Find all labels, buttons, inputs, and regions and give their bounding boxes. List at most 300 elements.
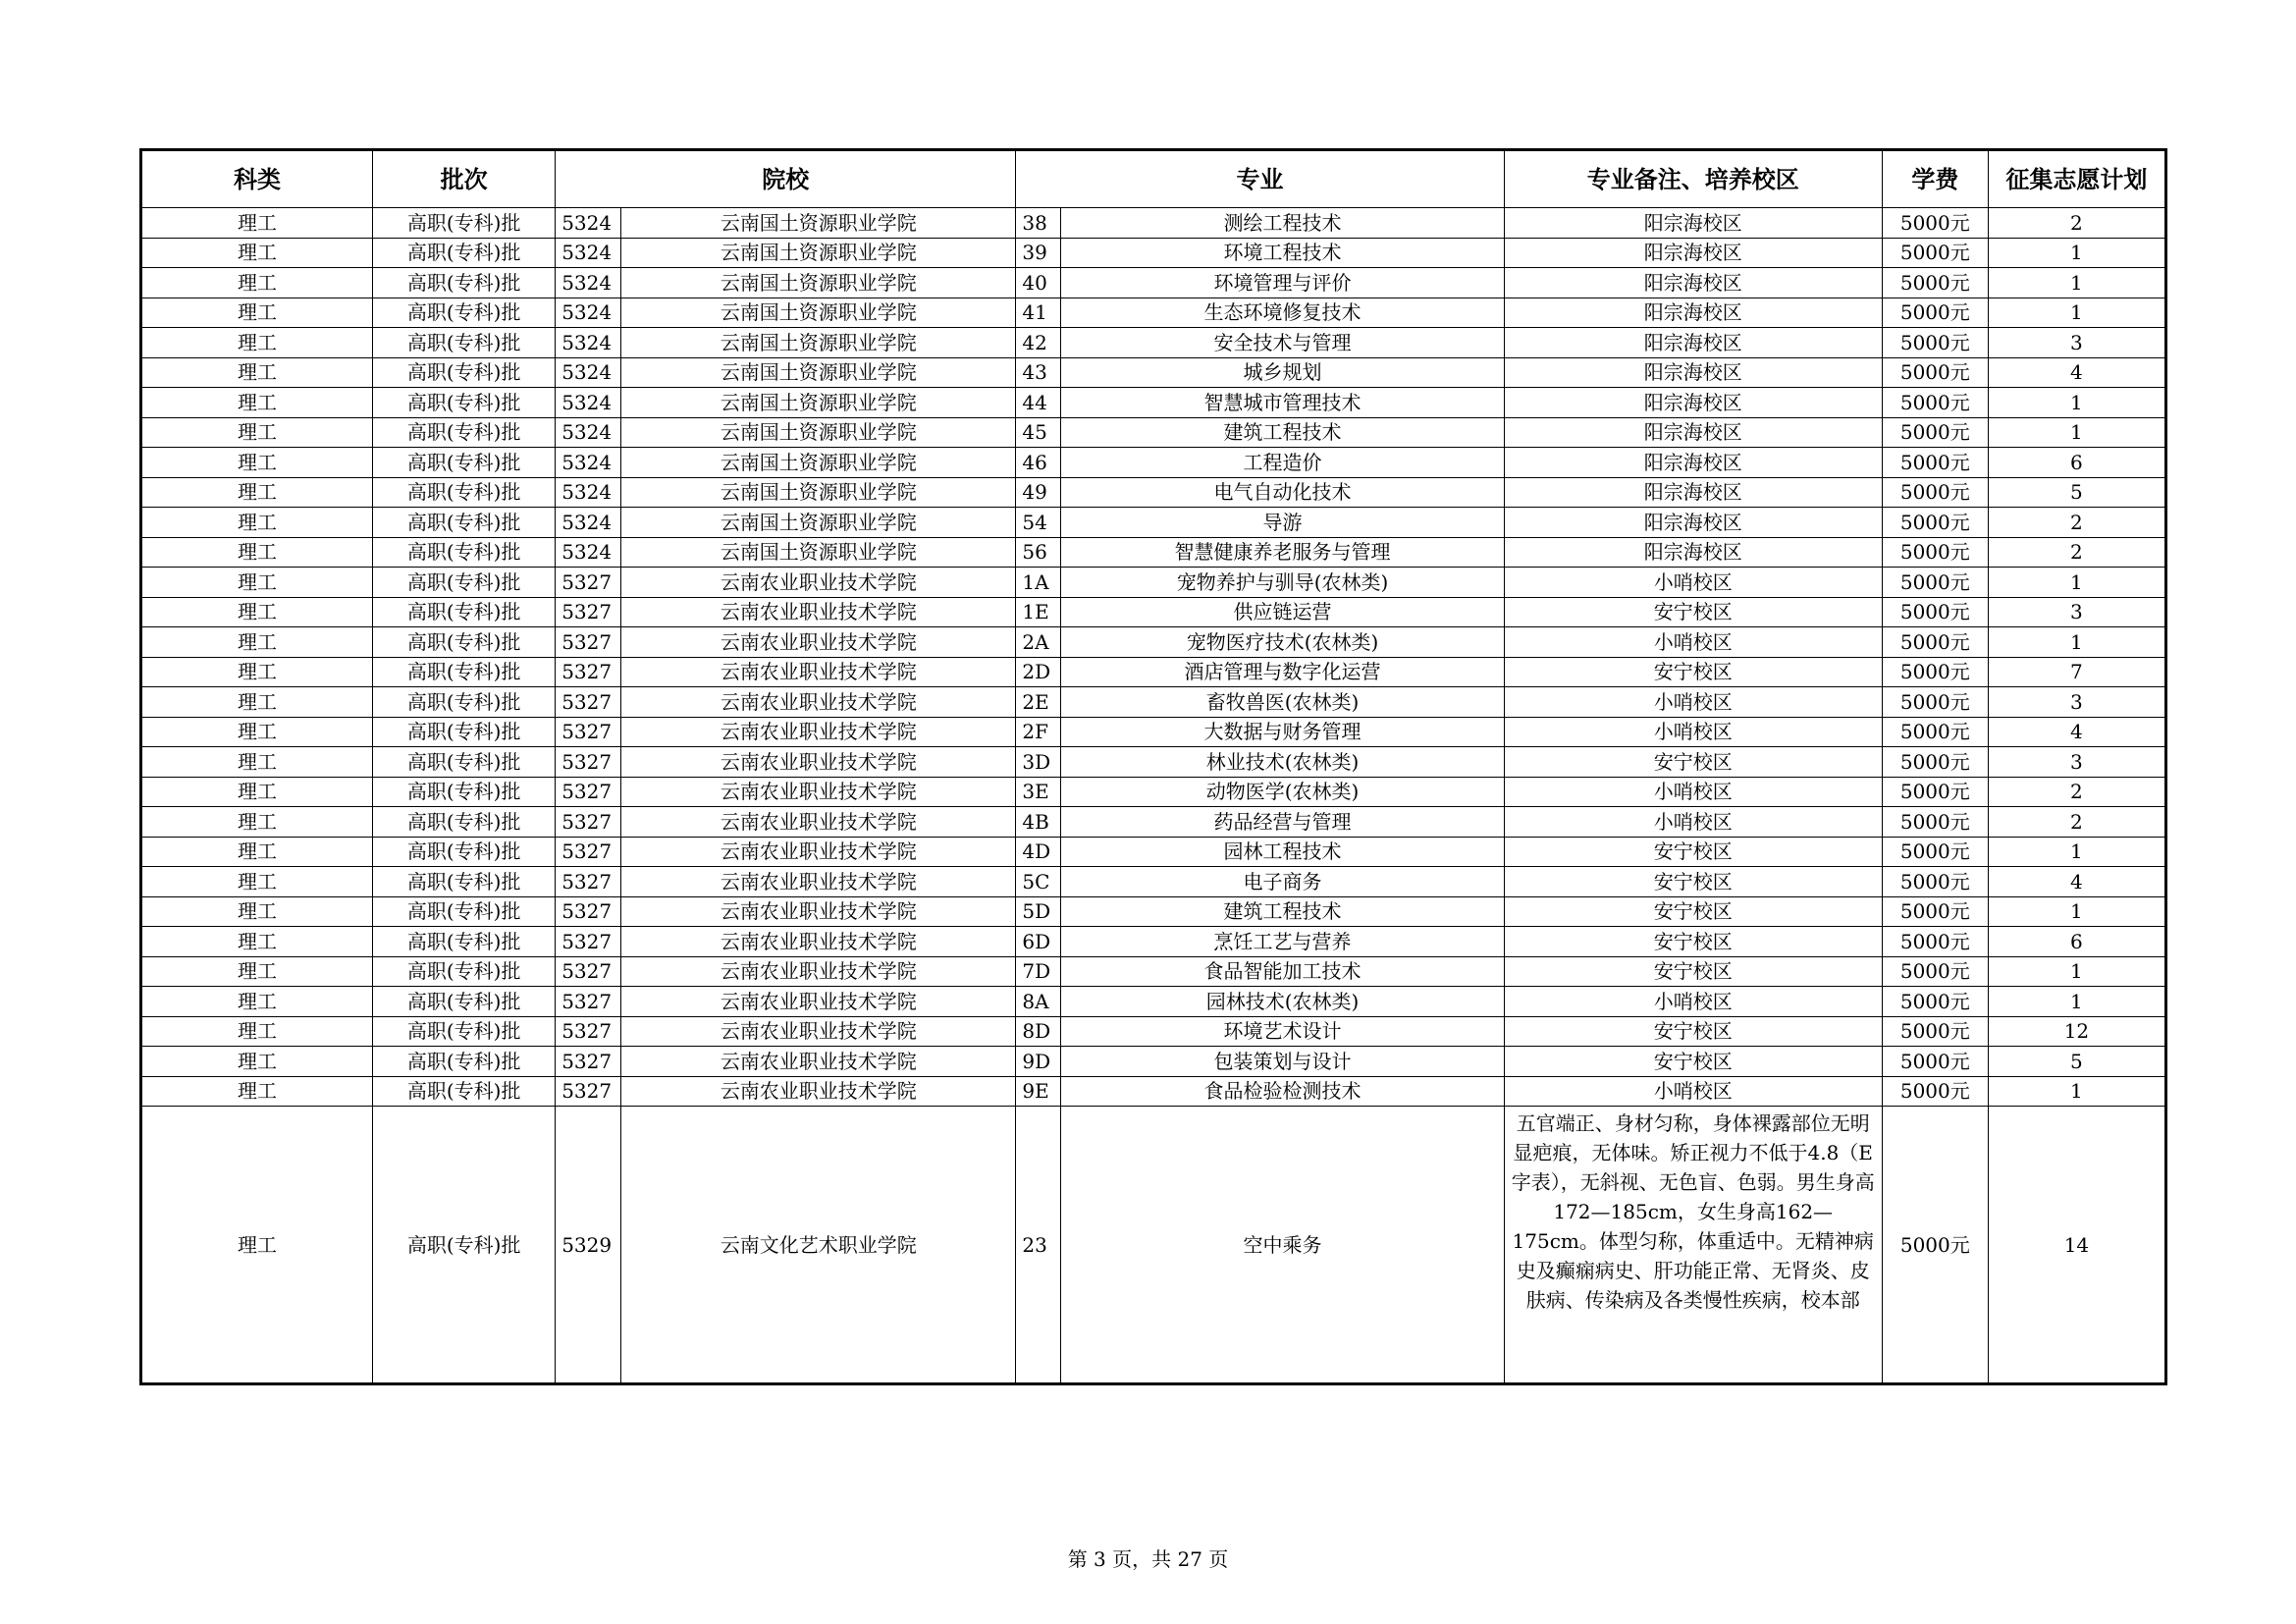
cell-note: 小哨校区 — [1504, 627, 1882, 658]
cell-fee: 5000元 — [1882, 1107, 1988, 1384]
cell-note: 阳宗海校区 — [1504, 448, 1882, 478]
cell-category: 理工 — [141, 987, 373, 1017]
cell-college-name: 云南国土资源职业学院 — [621, 268, 1016, 298]
cell-fee: 5000元 — [1882, 477, 1988, 508]
cell-plan: 1 — [1988, 238, 2165, 268]
cell-batch: 高职(专科)批 — [373, 448, 556, 478]
cell-batch: 高职(专科)批 — [373, 238, 556, 268]
cell-note: 阳宗海校区 — [1504, 298, 1882, 328]
cell-college-code: 5324 — [556, 238, 621, 268]
cell-batch: 高职(专科)批 — [373, 388, 556, 418]
cell-batch: 高职(专科)批 — [373, 1016, 556, 1047]
cell-fee: 5000元 — [1882, 627, 1988, 658]
cell-major-code: 2E — [1016, 687, 1061, 718]
cell-category: 理工 — [141, 537, 373, 568]
cell-category: 理工 — [141, 1076, 373, 1107]
cell-plan: 5 — [1988, 1047, 2165, 1077]
cell-category: 理工 — [141, 448, 373, 478]
cell-college-code: 5327 — [556, 927, 621, 957]
cell-major-name: 智慧城市管理技术 — [1061, 388, 1504, 418]
cell-batch: 高职(专科)批 — [373, 417, 556, 448]
cell-major-code: 9D — [1016, 1047, 1061, 1077]
cell-fee: 5000元 — [1882, 268, 1988, 298]
cell-note: 安宁校区 — [1504, 927, 1882, 957]
cell-college-code: 5327 — [556, 597, 621, 627]
cell-plan: 1 — [1988, 1076, 2165, 1107]
table-row — [141, 777, 2166, 807]
cell-major-name: 电子商务 — [1061, 867, 1504, 897]
cell-college-code: 5324 — [556, 417, 621, 448]
cell-category: 理工 — [141, 597, 373, 627]
cell-plan: 2 — [1988, 807, 2165, 838]
cell-note: 安宁校区 — [1504, 956, 1882, 987]
cell-category: 理工 — [141, 417, 373, 448]
cell-college-name: 云南农业职业技术学院 — [621, 597, 1016, 627]
cell-note: 安宁校区 — [1504, 597, 1882, 627]
cell-category: 理工 — [141, 956, 373, 987]
cell-college-code: 5324 — [556, 268, 621, 298]
cell-category: 理工 — [141, 508, 373, 538]
cell-batch: 高职(专科)批 — [373, 627, 556, 658]
cell-college-name: 云南农业职业技术学院 — [621, 896, 1016, 927]
cell-college-name: 云南国土资源职业学院 — [621, 417, 1016, 448]
cell-category: 理工 — [141, 298, 373, 328]
cell-fee: 5000元 — [1882, 568, 1988, 598]
cell-major-name: 园林技术(农林类) — [1061, 987, 1504, 1017]
header-college: 院校 — [556, 150, 1016, 208]
cell-major-name: 智慧健康养老服务与管理 — [1061, 537, 1504, 568]
cell-college-name: 云南农业职业技术学院 — [621, 568, 1016, 598]
cell-category: 理工 — [141, 388, 373, 418]
cell-plan: 2 — [1988, 537, 2165, 568]
cell-fee: 5000元 — [1882, 956, 1988, 987]
cell-major-code: 5C — [1016, 867, 1061, 897]
cell-major-code: 4D — [1016, 837, 1061, 867]
cell-college-code: 5327 — [556, 1047, 621, 1077]
cell-college-code: 5327 — [556, 896, 621, 927]
cell-plan: 12 — [1988, 1016, 2165, 1047]
cell-category: 理工 — [141, 627, 373, 658]
cell-fee: 5000元 — [1882, 987, 1988, 1017]
cell-plan: 3 — [1988, 687, 2165, 718]
cell-major-name: 酒店管理与数字化运营 — [1061, 657, 1504, 687]
cell-college-name: 云南农业职业技术学院 — [621, 717, 1016, 747]
cell-college-code: 5327 — [556, 657, 621, 687]
cell-major-code: 42 — [1016, 328, 1061, 358]
cell-major-name: 生态环境修复技术 — [1061, 298, 1504, 328]
cell-college-code: 5327 — [556, 1016, 621, 1047]
cell-note: 小哨校区 — [1504, 717, 1882, 747]
table-row — [141, 1076, 2166, 1107]
cell-batch: 高职(专科)批 — [373, 1047, 556, 1077]
header-category: 科类 — [141, 150, 373, 208]
cell-college-name: 云南文化艺术职业学院 — [621, 1107, 1016, 1384]
header-plan: 征集志愿计划 — [1988, 150, 2165, 208]
table-row — [141, 208, 2166, 239]
cell-college-code: 5324 — [556, 537, 621, 568]
cell-batch: 高职(专科)批 — [373, 1107, 556, 1384]
cell-category: 理工 — [141, 568, 373, 598]
cell-category: 理工 — [141, 717, 373, 747]
cell-note: 安宁校区 — [1504, 837, 1882, 867]
cell-college-name: 云南国土资源职业学院 — [621, 448, 1016, 478]
cell-plan: 2 — [1988, 777, 2165, 807]
table-row — [141, 687, 2166, 718]
cell-plan: 6 — [1988, 448, 2165, 478]
cell-note: 小哨校区 — [1504, 1076, 1882, 1107]
cell-college-code: 5324 — [556, 508, 621, 538]
cell-fee: 5000元 — [1882, 448, 1988, 478]
cell-category: 理工 — [141, 208, 373, 239]
cell-major-code: 41 — [1016, 298, 1061, 328]
cell-college-code: 5327 — [556, 777, 621, 807]
cell-note: 阳宗海校区 — [1504, 537, 1882, 568]
cell-category: 理工 — [141, 807, 373, 838]
cell-major-name: 烹饪工艺与营养 — [1061, 927, 1504, 957]
table-row-long — [141, 1107, 2166, 1384]
cell-major-name: 药品经营与管理 — [1061, 807, 1504, 838]
cell-major-name: 供应链运营 — [1061, 597, 1504, 627]
cell-major-name: 宠物医疗技术(农林类) — [1061, 627, 1504, 658]
cell-fee: 5000元 — [1882, 1016, 1988, 1047]
cell-major-name: 环境管理与评价 — [1061, 268, 1504, 298]
cell-college-code: 5327 — [556, 1076, 621, 1107]
cell-fee: 5000元 — [1882, 896, 1988, 927]
cell-plan: 1 — [1988, 896, 2165, 927]
table-row — [141, 867, 2166, 897]
cell-college-name: 云南国土资源职业学院 — [621, 388, 1016, 418]
cell-major-name: 导游 — [1061, 508, 1504, 538]
cell-category: 理工 — [141, 1047, 373, 1077]
cell-category: 理工 — [141, 1107, 373, 1384]
cell-plan: 1 — [1988, 987, 2165, 1017]
cell-fee: 5000元 — [1882, 357, 1988, 388]
cell-batch: 高职(专科)批 — [373, 568, 556, 598]
cell-fee: 5000元 — [1882, 537, 1988, 568]
cell-college-code: 5327 — [556, 747, 621, 778]
cell-category: 理工 — [141, 357, 373, 388]
cell-major-code: 2D — [1016, 657, 1061, 687]
cell-note: 安宁校区 — [1504, 1016, 1882, 1047]
cell-college-code: 5327 — [556, 568, 621, 598]
cell-category: 理工 — [141, 837, 373, 867]
header-major: 专业 — [1016, 150, 1504, 208]
header-note: 专业备注、培养校区 — [1504, 150, 1882, 208]
cell-category: 理工 — [141, 927, 373, 957]
cell-major-name: 电气自动化技术 — [1061, 477, 1504, 508]
cell-major-code: 9E — [1016, 1076, 1061, 1107]
cell-college-code: 5327 — [556, 807, 621, 838]
cell-category: 理工 — [141, 747, 373, 778]
cell-plan: 1 — [1988, 956, 2165, 987]
cell-batch: 高职(专科)批 — [373, 807, 556, 838]
cell-plan: 4 — [1988, 867, 2165, 897]
cell-fee: 5000元 — [1882, 597, 1988, 627]
cell-plan: 6 — [1988, 927, 2165, 957]
table-row — [141, 388, 2166, 418]
cell-major-name: 畜牧兽医(农林类) — [1061, 687, 1504, 718]
cell-note: 阳宗海校区 — [1504, 388, 1882, 418]
cell-category: 理工 — [141, 867, 373, 897]
cell-category: 理工 — [141, 687, 373, 718]
cell-note: 安宁校区 — [1504, 896, 1882, 927]
cell-major-name: 食品智能加工技术 — [1061, 956, 1504, 987]
table-row — [141, 956, 2166, 987]
table-row — [141, 807, 2166, 838]
table-row — [141, 747, 2166, 778]
table-row — [141, 448, 2166, 478]
cell-college-code: 5324 — [556, 477, 621, 508]
cell-major-name: 建筑工程技术 — [1061, 896, 1504, 927]
cell-plan: 1 — [1988, 568, 2165, 598]
cell-fee: 5000元 — [1882, 208, 1988, 239]
cell-major-name: 测绘工程技术 — [1061, 208, 1504, 239]
cell-college-code: 5324 — [556, 448, 621, 478]
cell-college-name: 云南国土资源职业学院 — [621, 537, 1016, 568]
cell-college-code: 5327 — [556, 867, 621, 897]
cell-major-code: 39 — [1016, 238, 1061, 268]
cell-major-code: 23 — [1016, 1107, 1061, 1384]
cell-category: 理工 — [141, 328, 373, 358]
table-row — [141, 987, 2166, 1017]
cell-major-name: 园林工程技术 — [1061, 837, 1504, 867]
header-fee: 学费 — [1882, 150, 1988, 208]
cell-batch: 高职(专科)批 — [373, 717, 556, 747]
cell-batch: 高职(专科)批 — [373, 927, 556, 957]
cell-college-name: 云南农业职业技术学院 — [621, 837, 1016, 867]
cell-fee: 5000元 — [1882, 238, 1988, 268]
cell-plan: 7 — [1988, 657, 2165, 687]
cell-college-name: 云南国土资源职业学院 — [621, 328, 1016, 358]
cell-note: 阳宗海校区 — [1504, 268, 1882, 298]
cell-major-code: 8A — [1016, 987, 1061, 1017]
cell-batch: 高职(专科)批 — [373, 508, 556, 538]
cell-note: 阳宗海校区 — [1504, 477, 1882, 508]
cell-fee: 5000元 — [1882, 657, 1988, 687]
cell-category: 理工 — [141, 1016, 373, 1047]
cell-batch: 高职(专科)批 — [373, 1076, 556, 1107]
cell-batch: 高职(专科)批 — [373, 657, 556, 687]
table-row — [141, 298, 2166, 328]
cell-college-code: 5329 — [556, 1107, 621, 1384]
cell-major-code: 7D — [1016, 956, 1061, 987]
cell-note: 安宁校区 — [1504, 747, 1882, 778]
header-batch: 批次 — [373, 150, 556, 208]
cell-batch: 高职(专科)批 — [373, 896, 556, 927]
cell-plan: 1 — [1988, 627, 2165, 658]
cell-fee: 5000元 — [1882, 777, 1988, 807]
cell-fee: 5000元 — [1882, 927, 1988, 957]
cell-college-name: 云南农业职业技术学院 — [621, 1047, 1016, 1077]
cell-college-code: 5324 — [556, 208, 621, 239]
cell-category: 理工 — [141, 238, 373, 268]
cell-major-code: 6D — [1016, 927, 1061, 957]
cell-major-name: 大数据与财务管理 — [1061, 717, 1504, 747]
cell-college-code: 5324 — [556, 357, 621, 388]
cell-batch: 高职(专科)批 — [373, 747, 556, 778]
cell-note: 小哨校区 — [1504, 687, 1882, 718]
cell-college-code: 5324 — [556, 298, 621, 328]
cell-plan: 2 — [1988, 508, 2165, 538]
cell-college-code: 5327 — [556, 837, 621, 867]
cell-major-code: 43 — [1016, 357, 1061, 388]
cell-note: 安宁校区 — [1504, 657, 1882, 687]
cell-note: 小哨校区 — [1504, 777, 1882, 807]
table-row — [141, 238, 2166, 268]
cell-college-code: 5327 — [556, 956, 621, 987]
cell-major-name: 食品检验检测技术 — [1061, 1076, 1504, 1107]
cell-major-code: 44 — [1016, 388, 1061, 418]
cell-major-name: 空中乘务 — [1061, 1107, 1504, 1384]
cell-college-code: 5327 — [556, 717, 621, 747]
cell-fee: 5000元 — [1882, 328, 1988, 358]
cell-college-code: 5324 — [556, 328, 621, 358]
cell-college-name: 云南国土资源职业学院 — [621, 298, 1016, 328]
cell-plan: 3 — [1988, 747, 2165, 778]
cell-major-code: 45 — [1016, 417, 1061, 448]
cell-note: 阳宗海校区 — [1504, 328, 1882, 358]
table-row — [141, 597, 2166, 627]
cell-fee: 5000元 — [1882, 508, 1988, 538]
cell-batch: 高职(专科)批 — [373, 777, 556, 807]
page-footer: 第 3 页，共 27 页 — [1067, 1547, 1229, 1571]
cell-fee: 5000元 — [1882, 687, 1988, 718]
table-row — [141, 837, 2166, 867]
cell-batch: 高职(专科)批 — [373, 477, 556, 508]
cell-college-name: 云南农业职业技术学院 — [621, 777, 1016, 807]
table-row — [141, 1047, 2166, 1077]
cell-note: 阳宗海校区 — [1504, 238, 1882, 268]
cell-category: 理工 — [141, 657, 373, 687]
admissions-table — [139, 148, 2167, 1385]
cell-fee: 5000元 — [1882, 417, 1988, 448]
cell-fee: 5000元 — [1882, 1076, 1988, 1107]
cell-major-code: 2A — [1016, 627, 1061, 658]
cell-fee: 5000元 — [1882, 1047, 1988, 1077]
cell-college-code: 5327 — [556, 987, 621, 1017]
cell-major-code: 1E — [1016, 597, 1061, 627]
cell-batch: 高职(专科)批 — [373, 357, 556, 388]
cell-college-code: 5327 — [556, 687, 621, 718]
table-row — [141, 357, 2166, 388]
cell-major-code: 4B — [1016, 807, 1061, 838]
cell-major-code: 40 — [1016, 268, 1061, 298]
cell-category: 理工 — [141, 268, 373, 298]
cell-college-name: 云南农业职业技术学院 — [621, 747, 1016, 778]
table-row — [141, 657, 2166, 687]
cell-college-name: 云南农业职业技术学院 — [621, 807, 1016, 838]
cell-fee: 5000元 — [1882, 388, 1988, 418]
table-row — [141, 268, 2166, 298]
cell-fee: 5000元 — [1882, 717, 1988, 747]
cell-major-code: 5D — [1016, 896, 1061, 927]
cell-college-name: 云南国土资源职业学院 — [621, 508, 1016, 538]
cell-plan: 1 — [1988, 837, 2165, 867]
cell-plan: 2 — [1988, 208, 2165, 239]
cell-batch: 高职(专科)批 — [373, 268, 556, 298]
cell-major-name: 安全技术与管理 — [1061, 328, 1504, 358]
cell-plan: 4 — [1988, 717, 2165, 747]
cell-note: 小哨校区 — [1504, 807, 1882, 838]
cell-college-name: 云南农业职业技术学院 — [621, 1016, 1016, 1047]
cell-major-name: 城乡规划 — [1061, 357, 1504, 388]
cell-note: 阳宗海校区 — [1504, 208, 1882, 239]
cell-college-name: 云南农业职业技术学院 — [621, 687, 1016, 718]
table-row — [141, 1016, 2166, 1047]
cell-batch: 高职(专科)批 — [373, 328, 556, 358]
cell-major-name: 动物医学(农林类) — [1061, 777, 1504, 807]
cell-note: 五官端正、身材匀称，身体裸露部位无明显疤痕，无体味。矫正视力不低于4.8（E字表），无斜视、无色盲、色弱。男生身高172—185cm，女生身高162—175cm。体型匀称，体重适中。无精神病史及癫痫病史、肝功能正常、无肾炎、皮肤病、传染病及各类慢性疾病，校本部 — [1504, 1107, 1882, 1384]
cell-batch: 高职(专科)批 — [373, 208, 556, 239]
cell-college-name: 云南农业职业技术学院 — [621, 987, 1016, 1017]
cell-college-name: 云南农业职业技术学院 — [621, 867, 1016, 897]
table-row — [141, 417, 2166, 448]
table-row — [141, 477, 2166, 508]
cell-category: 理工 — [141, 477, 373, 508]
cell-college-code: 5324 — [556, 388, 621, 418]
cell-plan: 1 — [1988, 388, 2165, 418]
cell-major-code: 46 — [1016, 448, 1061, 478]
table-row — [141, 927, 2166, 957]
cell-college-name: 云南国土资源职业学院 — [621, 477, 1016, 508]
cell-college-name: 云南国土资源职业学院 — [621, 357, 1016, 388]
cell-note: 阳宗海校区 — [1504, 417, 1882, 448]
table-row — [141, 717, 2166, 747]
cell-major-name: 环境工程技术 — [1061, 238, 1504, 268]
cell-plan: 14 — [1988, 1107, 2165, 1384]
cell-fee: 5000元 — [1882, 807, 1988, 838]
cell-major-name: 建筑工程技术 — [1061, 417, 1504, 448]
cell-category: 理工 — [141, 896, 373, 927]
cell-batch: 高职(专科)批 — [373, 687, 556, 718]
cell-batch: 高职(专科)批 — [373, 298, 556, 328]
cell-plan: 4 — [1988, 357, 2165, 388]
cell-note: 阳宗海校区 — [1504, 508, 1882, 538]
table-row — [141, 328, 2166, 358]
cell-fee: 5000元 — [1882, 837, 1988, 867]
cell-batch: 高职(专科)批 — [373, 837, 556, 867]
cell-major-code: 38 — [1016, 208, 1061, 239]
cell-college-name: 云南农业职业技术学院 — [621, 956, 1016, 987]
cell-college-name: 云南农业职业技术学院 — [621, 927, 1016, 957]
table-row — [141, 568, 2166, 598]
cell-major-code: 49 — [1016, 477, 1061, 508]
table-row — [141, 627, 2166, 658]
cell-batch: 高职(专科)批 — [373, 987, 556, 1017]
table-row — [141, 896, 2166, 927]
cell-major-code: 56 — [1016, 537, 1061, 568]
cell-plan: 1 — [1988, 417, 2165, 448]
cell-batch: 高职(专科)批 — [373, 537, 556, 568]
cell-plan: 3 — [1988, 328, 2165, 358]
cell-major-code: 2F — [1016, 717, 1061, 747]
cell-major-name: 工程造价 — [1061, 448, 1504, 478]
cell-major-code: 1A — [1016, 568, 1061, 598]
cell-batch: 高职(专科)批 — [373, 956, 556, 987]
cell-major-code: 3D — [1016, 747, 1061, 778]
table-header-row — [141, 150, 2166, 208]
cell-category: 理工 — [141, 777, 373, 807]
cell-major-name: 宠物养护与驯导(农林类) — [1061, 568, 1504, 598]
cell-college-name: 云南国土资源职业学院 — [621, 208, 1016, 239]
cell-college-name: 云南国土资源职业学院 — [621, 238, 1016, 268]
table-row — [141, 508, 2166, 538]
table-row — [141, 537, 2166, 568]
cell-major-code: 3E — [1016, 777, 1061, 807]
cell-major-code: 54 — [1016, 508, 1061, 538]
cell-plan: 5 — [1988, 477, 2165, 508]
cell-note: 阳宗海校区 — [1504, 357, 1882, 388]
